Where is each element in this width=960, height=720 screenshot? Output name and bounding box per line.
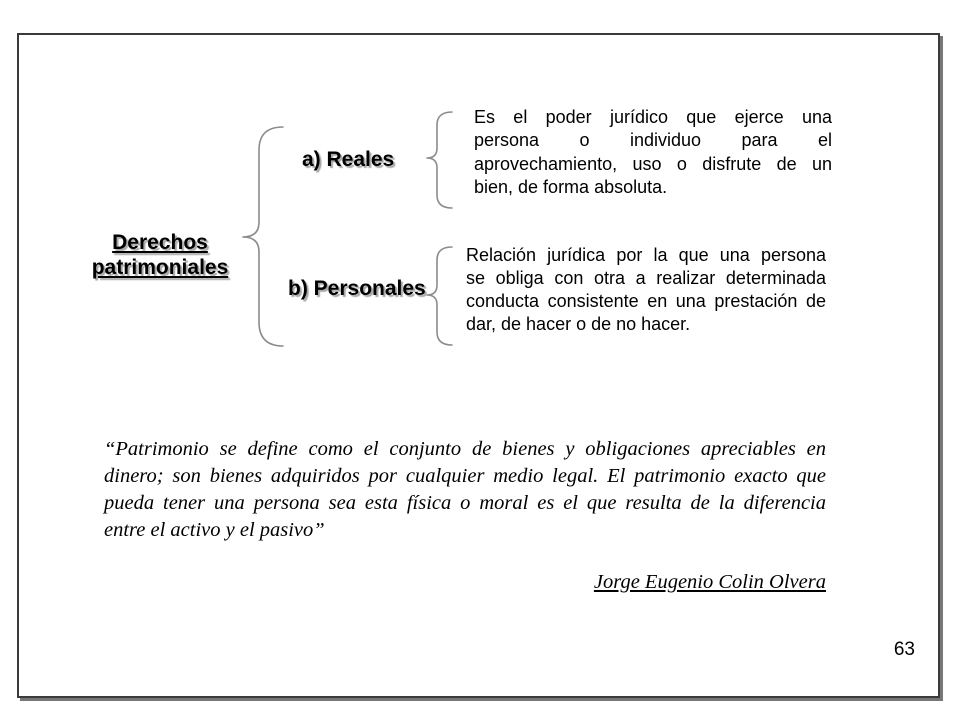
- definition-line: Es el poder jurídico que ejerce una: [474, 107, 832, 127]
- quote-line: entre el activo y el pasivo”: [104, 519, 325, 541]
- definition-line: persona o individuo para el: [474, 130, 832, 151]
- definition-line: conducta consistente en una prestación de: [466, 291, 826, 311]
- heading-line: patrimoniales: [91, 256, 229, 279]
- personales-brace: [427, 247, 452, 345]
- quote-line: pueda tener una persona sea esta física o moral es el que resulta de la diferencia: [104, 492, 826, 514]
- heading-line: Derechos: [112, 231, 208, 254]
- quote-author: Jorge Eugenio Colin Olvera: [593, 571, 826, 593]
- definition-personales: [466, 244, 826, 336]
- definition-line: dar, de hacer o de no hacer.: [466, 314, 691, 334]
- reales-brace: [427, 112, 452, 208]
- definition-line: Relación jurídica por la que una persona: [466, 245, 826, 265]
- quote-line: dinero; son bienes adquiridos por cualquier medio legal. El patrimonio exacto que: [104, 465, 826, 487]
- branch-label-reales: a) Reales: [302, 148, 395, 171]
- definition-line: aprovechamiento, uso o disfrute de un: [474, 153, 832, 174]
- quote-author-row: [104, 569, 826, 596]
- page-number: 63: [893, 639, 915, 660]
- definition-line: bien, de forma absoluta.: [474, 176, 668, 197]
- diagram-heading: [60, 230, 260, 280]
- branch-label-personales: b) Personales: [288, 277, 426, 300]
- definition-line: se obliga con otra a realizar determinada: [466, 268, 826, 288]
- quote-line: “Patrimonio se define como el conjunto de bienes y obligaciones apreciables en: [104, 438, 826, 460]
- quote-block: [104, 436, 826, 544]
- definition-reales: [474, 106, 832, 199]
